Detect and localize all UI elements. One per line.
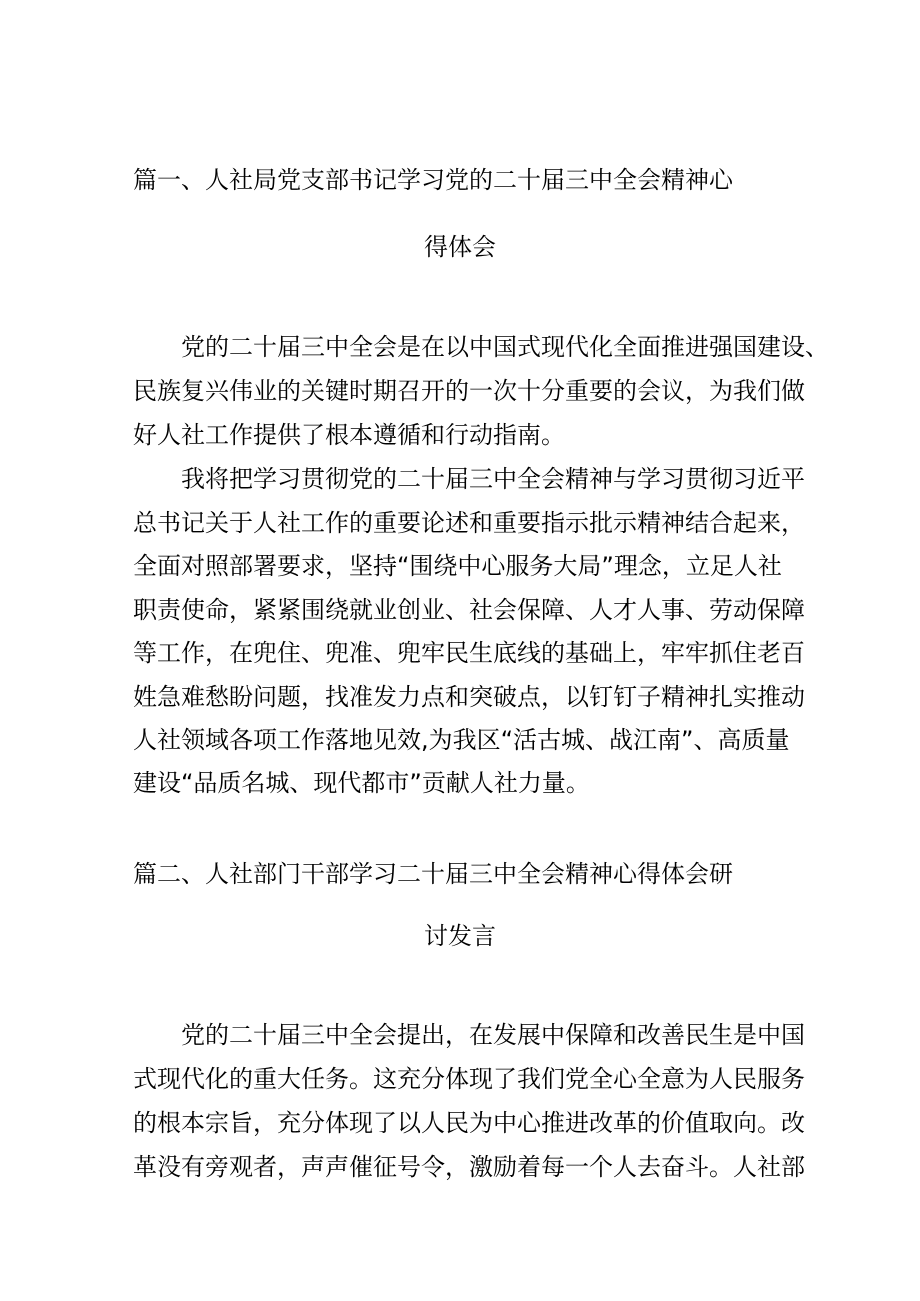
section-1-paragraph-1-line-2: 民族复兴伟业的关键时期召开的一次十分重要的会议，为我们做: [133, 377, 805, 405]
section-1-paragraph-2-line-4: 职责使命，紧紧围绕就业创业、社会保障、人才人事、劳动保障: [133, 596, 805, 624]
section-1-title-line-1: 篇一、人社局党支部书记学习党的二十届三中全会精神心: [133, 166, 733, 194]
section-1-paragraph-2-line-8: 建设“品质名城、现代都市”贡献人社力量。: [133, 769, 590, 797]
section-2-paragraph-1-line-1: 党的二十届三中全会提出，在发展中保障和改善民生是中国: [181, 1021, 805, 1049]
section-2-paragraph-1-line-2: 式现代化的重大任务。这充分体现了我们党全心全意为人民服务: [133, 1065, 805, 1093]
section-2-title-line-1: 篇二、人社部门干部学习二十届三中全会精神心得体会研: [133, 860, 733, 888]
section-1-paragraph-1-line-1: 党的二十届三中全会是在以中国式现代化全面推进强国建设、: [181, 333, 829, 361]
section-1-paragraph-2-line-3: 全面对照部署要求，坚持“围绕中心服务大局”理念，立足人社: [133, 552, 782, 580]
section-1-paragraph-2-line-1: 我将把学习贯彻党的二十届三中全会精神与学习贯彻习近平: [181, 465, 805, 493]
section-1-paragraph-2-line-2: 总书记关于人社工作的重要论述和重要指示批示精神结合起来，: [133, 509, 805, 537]
section-2-paragraph-1-line-4: 革没有旁观者，声声催征号令，激励着每一个人去奋斗。人社部: [133, 1153, 805, 1181]
section-2-paragraph-1-line-3: 的根本宗旨，充分体现了以人民为中心推进改革的价值取向。改: [133, 1109, 805, 1137]
section-1-title-line-2: 得体会: [424, 233, 496, 261]
section-1-paragraph-2-line-5: 等工作，在兜住、兜准、兜牢民生底线的基础上，牢牢抓住老百: [133, 639, 805, 667]
section-1-paragraph-2-line-6: 姓急难愁盼问题，找准发力点和突破点，以钉钉子精神扎实推动: [133, 683, 805, 711]
section-1-paragraph-2-line-7: 人社领域各项工作落地见效,为我区“活古城、战江南”、高质量: [133, 726, 790, 754]
section-1-paragraph-1-line-3: 好人社工作提供了根本遵循和行动指南。: [133, 421, 565, 449]
section-2-title-line-2: 讨发言: [424, 922, 496, 950]
